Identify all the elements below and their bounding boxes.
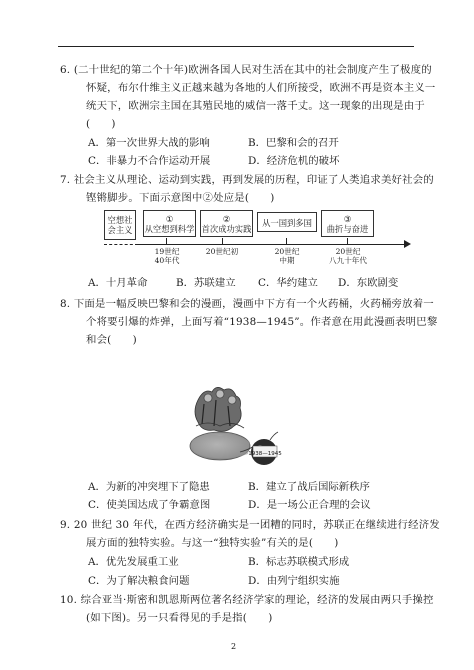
label-3-line-1: 20世纪 — [274, 247, 300, 256]
timeline-tick-2 — [222, 238, 223, 244]
box-2-num: ② — [222, 214, 231, 224]
box-3-text: 从一国到多国 — [262, 218, 312, 228]
start-box-line-2: 会主义 — [107, 225, 133, 235]
q6-option-a[interactable]: A．第一次世界大战的影响 — [88, 137, 210, 149]
start-box-line-1: 空想社 — [107, 215, 133, 225]
label-4-line-2: 八九十年代 — [329, 256, 367, 265]
q6-option-d[interactable]: D．经济危机的破坏 — [248, 155, 340, 167]
timeline-label-4 — [324, 247, 372, 265]
q6-option-c[interactable]: C．非暴力不合作运动开展 — [88, 155, 211, 167]
label-1-line-2: 40年代 — [154, 256, 180, 265]
diagram-box-2 — [200, 210, 253, 237]
q8-line-1: 8. 下面是一幅反映巴黎和会的漫画，漫画中下方有一个火药桶，火药桶旁放着一 — [60, 298, 434, 310]
page-number: 2 — [231, 642, 237, 651]
q9-option-c[interactable]: C．为了解决粮食问题 — [88, 575, 190, 587]
label-4-line-1: 20世纪 — [335, 247, 361, 256]
q7-option-a[interactable]: A．十月革命 — [88, 277, 148, 289]
label-1-line-1: 19世纪 — [154, 247, 180, 256]
diagram-box-4 — [321, 210, 374, 237]
q7-line-2: 铿锵脚步。下面示意图中②处应是( ) — [86, 192, 275, 204]
timeline-label-3 — [266, 247, 308, 265]
q10-line-1: 10. 综合亚当·斯密和凯恩斯两位著名经济学家的理论，经济的发展由两只手操控 — [60, 594, 434, 606]
cartoon-illustration — [186, 380, 286, 468]
box-1-text: 从空想到科学 — [144, 224, 195, 234]
q8-line-2: 个将要引爆的炸弹，上面写着“1938—1945”。作者意在用此漫画表明巴黎 — [86, 316, 438, 328]
q6-blank: ( ) — [86, 118, 116, 130]
box-1-num: ① — [165, 214, 174, 224]
timeline-label-2 — [199, 247, 245, 256]
box-4-text: 曲折与奋进 — [326, 224, 369, 234]
q10-line-2: (如下图)。另一只看得见的手是指( ) — [86, 612, 273, 624]
timeline-dashed-start — [104, 244, 138, 245]
diagram-box-1 — [143, 210, 196, 237]
q9-option-b[interactable]: B．标志苏联模式形成 — [248, 556, 350, 568]
q6-line-2: 怀疑，布尔什维主义正越来越为各地的人们所接受，欧洲不再是资本主义一 — [86, 82, 436, 94]
q6-line-3: 统天下，欧洲宗主国在其殖民地的威信一落千丈。这一现象的出现是由于 — [86, 100, 425, 112]
q7-option-b[interactable]: B．苏联建立 — [176, 277, 236, 289]
timeline-axis — [138, 244, 404, 245]
timeline-tick-4 — [347, 238, 348, 244]
header-rule — [58, 46, 414, 47]
q6-option-b[interactable]: B．巴黎和会的召开 — [248, 137, 339, 149]
bomb-label: 1938—1945 — [248, 451, 282, 457]
q8-option-a[interactable]: A．为新的冲突埋下了隐患 — [88, 481, 210, 493]
timeline-arrow-icon — [404, 240, 411, 248]
q7-option-c[interactable]: C．华约建立 — [258, 277, 318, 289]
diagram-box-3 — [257, 212, 317, 232]
q9-option-d[interactable]: D．由列宁组织实施 — [248, 575, 340, 587]
box-2-text: 首次成功实践 — [201, 224, 252, 234]
label-2-line-1: 20世纪初 — [205, 247, 239, 256]
q8-line-3: 和会( ) — [86, 334, 137, 346]
q9-line-1: 9. 20 世纪 30 年代，在西方经济确实是一团糟的同时，苏联正在继续进行经济发 — [60, 519, 440, 531]
q9-line-2: 展方面的独特实验。与这一“独特实验”有关的是( ) — [86, 537, 339, 549]
timeline-label-1 — [146, 247, 188, 265]
diagram-start-box — [104, 210, 136, 240]
q7-line-1: 7. 社会主义从理论、运动到实践，再到发展的历程，印证了人类追求美好社会的 — [60, 174, 434, 186]
q8-option-d[interactable]: D．是一场公正合理的会议 — [248, 499, 371, 511]
timeline-tick-1 — [166, 238, 167, 244]
box-4-num: ③ — [343, 214, 352, 224]
q7-option-d[interactable]: D．东欧剧变 — [338, 277, 399, 289]
q8-option-c[interactable]: C．使美国达成了争霸意图 — [88, 499, 211, 511]
paris-peace-conference-cartoon — [186, 380, 286, 468]
q6-line-1: 6. (二十世纪的第二个十年)欧洲各国人民对生活在其中的社会制度产生了极度的 — [60, 64, 432, 76]
label-3-line-2: 中期 — [279, 256, 295, 265]
timeline-tick-3 — [286, 238, 287, 244]
q9-option-a[interactable]: A．优先发展重工业 — [88, 556, 179, 568]
q8-option-b[interactable]: B．建立了战后国际新秩序 — [248, 481, 370, 493]
